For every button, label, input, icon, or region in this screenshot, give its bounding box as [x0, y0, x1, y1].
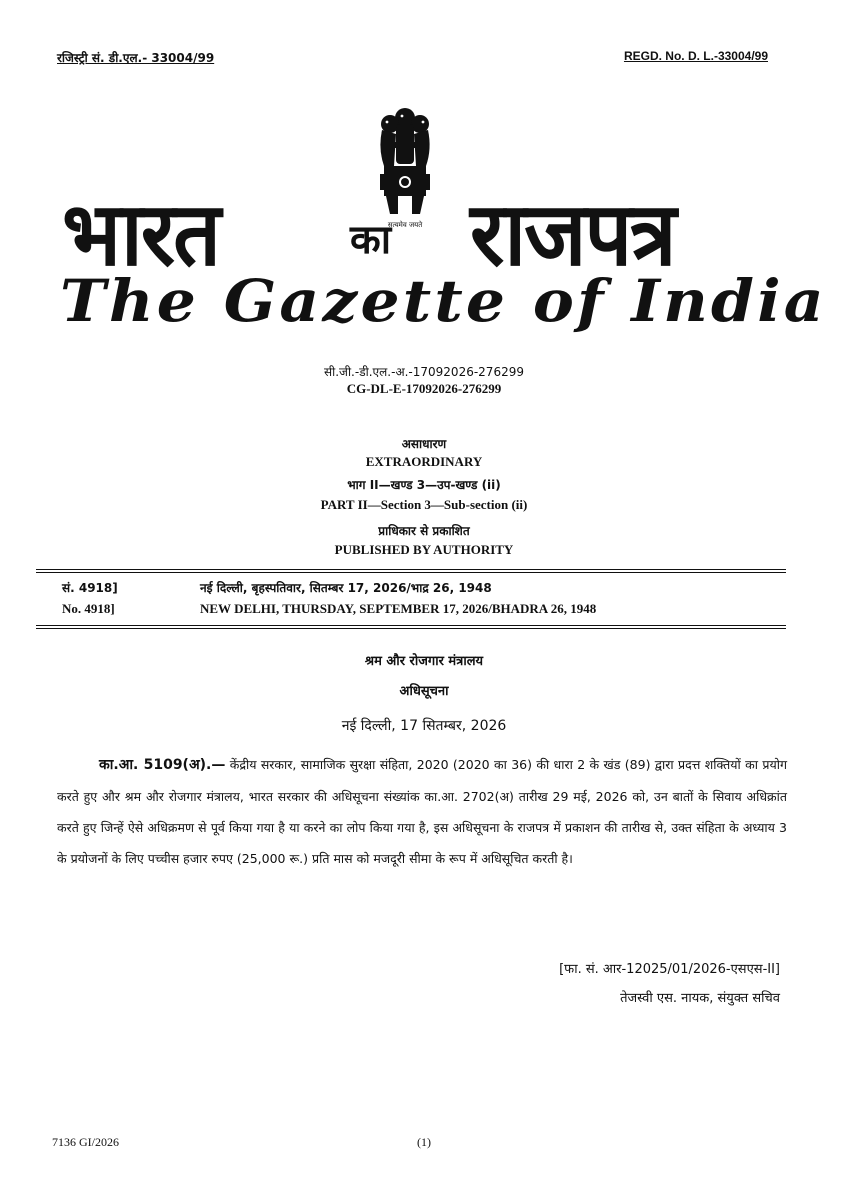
part-section-english: PART II—Section 3—Sub-section (ii) — [320, 497, 528, 512]
page-number: (1) — [417, 1135, 431, 1149]
issue-date-english: NEW DELHI, THURSDAY, SEPTEMBER 17, 2026/BHADRA 26, 1948 — [200, 601, 597, 616]
registration-number-hindi: रजिस्ट्री सं. डी.एल.- 33004/99 — [57, 51, 215, 65]
registration-number-english: REGD. No. D. L.-33004/99 — [623, 49, 768, 63]
authority-english: PUBLISHED BY AUTHORITY — [334, 542, 514, 557]
issue-number-english: No. 4918] — [62, 601, 115, 616]
divider-bottom-inner — [36, 628, 786, 629]
masthead-hindi-rajpatra: राजपत्र — [470, 182, 675, 286]
ashoka-emblem — [360, 104, 450, 222]
file-reference: [फा. सं. आर-12025/01/2026-एसएस-II] — [559, 962, 780, 977]
issue-date-hindi: नई दिल्ली, बृहस्पतिवार, सितम्बर 17, 2026/भाद्र 26, 1948 — [200, 581, 492, 595]
emblem-motto: सत्यमेव जयते — [387, 221, 423, 229]
signatory: तेजस्वी एस. नायक, संयुक्त सचिव — [620, 991, 780, 1006]
divider-bottom — [36, 625, 786, 626]
edition-type-hindi: असाधारण — [401, 437, 447, 451]
issue-number-hindi: सं. 4918] — [62, 581, 118, 595]
cg-number-english: CG-DL-E-17092026-276299 — [346, 381, 502, 396]
edition-type-english: EXTRAORDINARY — [365, 454, 483, 469]
notification-place-date: नई दिल्ली, 17 सितम्बर, 2026 — [341, 718, 507, 734]
cg-number-hindi: सी.जी.-डी.एल.-अ.-17092026-276299 — [324, 365, 524, 379]
masthead-hindi-bharat: भारत — [62, 182, 220, 286]
authority-hindi: प्राधिकार से प्रकाशित — [378, 524, 470, 538]
ministry-name: श्रम और रोजगार मंत्रालय — [364, 654, 484, 669]
notification-body-text: केंद्रीय सरकार, सामाजिक सुरक्षा संहिता, 2020 (2020 का 36) की धारा 2 के खंड (89) द्वारा प्रदत्त शक्तियों का प्रयोग करते हुए और श्रम और रोजगार मंत्रालय, भारत सरकार की अधिसूचना संख्यांक का.आ. 2702(अ) तारीख 29 मई, 2026 को, उन बातों के सिवाय अधिक्रांत करते हुए जिन्हें ऐसे अधिक्रमण से पूर्व किया गया है या करने का लोप किया गया है, इस अधिसूचना के राजपत्र में प्रकाशन की तारीख से, उक्त संहिता के अध्याय 3 के प्रयोजनों के लिए पच्चीस हजार रुपए (25,000 रू.) प्रति मास को मजदूरी सीमा के रूप में अधिसूचित करती है। — [57, 757, 787, 866]
notification-body — [57, 749, 787, 874]
divider-top-inner — [36, 572, 786, 573]
divider-top — [36, 569, 786, 570]
print-code: 7136 GI/2026 — [52, 1135, 119, 1149]
notification-heading: अधिसूचना — [399, 684, 449, 699]
masthead-english-title: The Gazette of India — [60, 267, 827, 335]
notification-reference: का.आ. 5109(अ).— — [99, 757, 226, 773]
masthead-hindi-ka: का — [350, 217, 392, 263]
part-section-hindi: भाग II—खण्ड 3—उप-खण्ड (ii) — [347, 478, 501, 492]
